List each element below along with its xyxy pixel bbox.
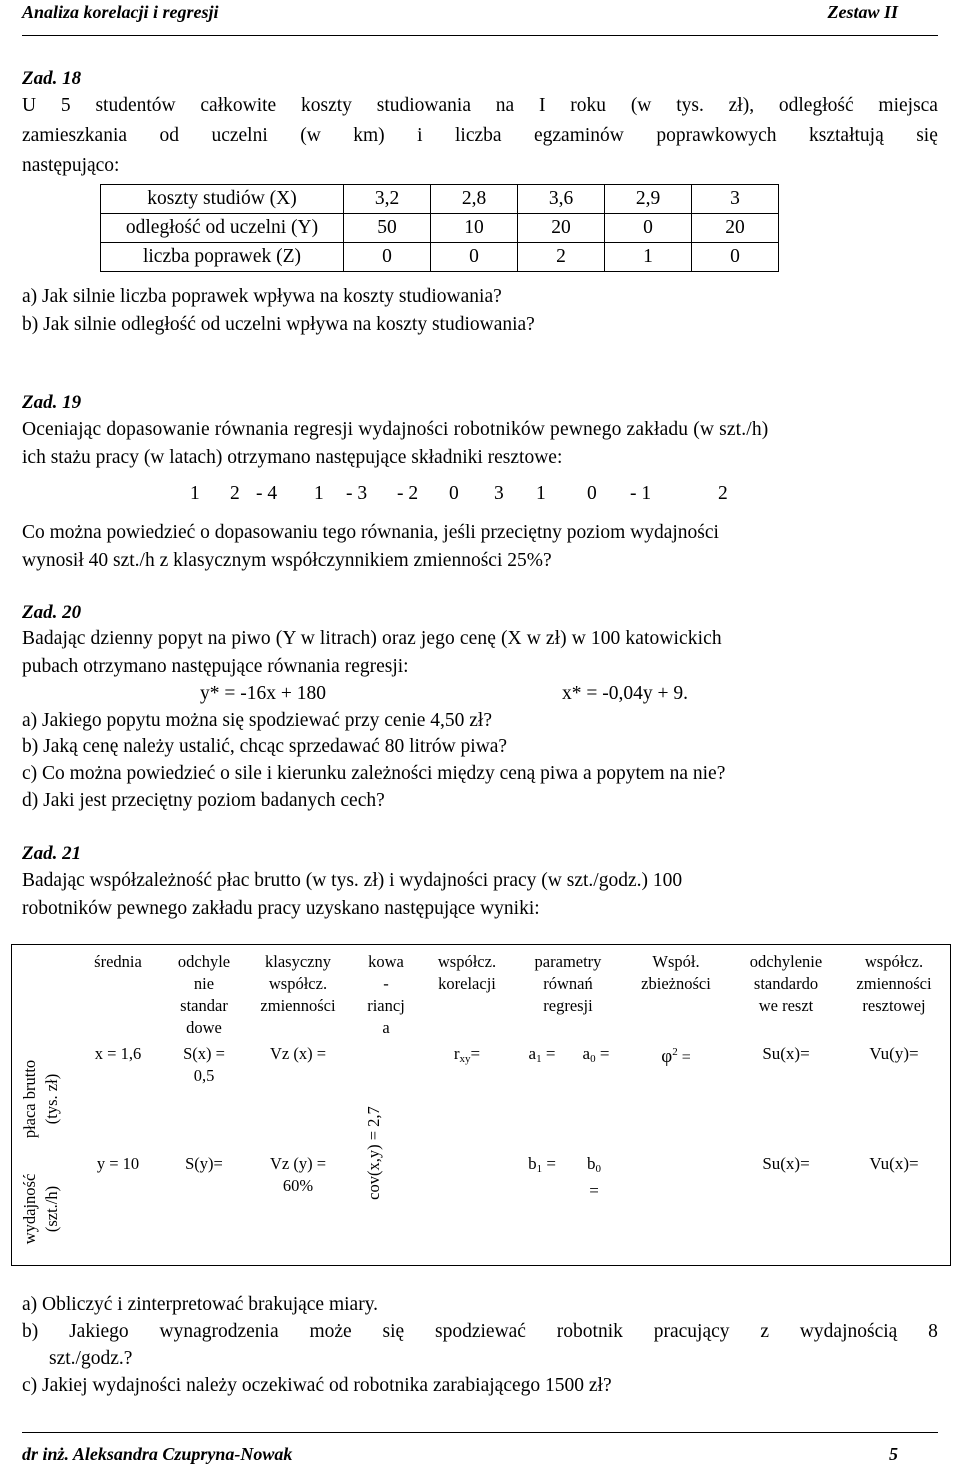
- zad18-line3: następująco:: [22, 155, 120, 176]
- zad20-question-b: b) Jaką cenę należy ustalić, chcąc sprzedawać 80 litrów piwa?: [22, 736, 508, 757]
- zad20-title: Zad. 20: [22, 602, 82, 623]
- row1-klasyczny: Vz (x) =: [269, 1044, 327, 1063]
- zad21-word: się: [382, 1321, 405, 1342]
- hdr-parametry: parametry równań regresji: [534, 952, 602, 1015]
- zad21-question-a: a) Obliczyć i zinterpretować brakujące miary.: [22, 1294, 379, 1315]
- row2-su: Su(x)=: [762, 1154, 810, 1173]
- residual-value: 1: [314, 483, 324, 504]
- zad18-word: (w: [630, 95, 652, 116]
- row2-odchylenie: S(y)=: [185, 1154, 223, 1173]
- zad18-word: poprawkowych: [656, 125, 777, 146]
- residual-value: - 4: [256, 483, 278, 504]
- zad20-line1: Badając dzienny popyt na piwo (Y w litrach) oraz jego cenę (X w zł) w 100 katowickich: [22, 628, 722, 649]
- zad18-cell: 0: [605, 214, 692, 243]
- hdr-klasyczny: klasyczny współcz. zmienności: [260, 952, 336, 1015]
- zad21-question-b-cont: szt./godz.?: [49, 1348, 133, 1369]
- zad19-line2: ich stażu pracy (w latach) otrzymano następujące składniki resztowe:: [22, 447, 563, 468]
- zad18-cell: 50: [344, 214, 431, 243]
- zad18-line1: [22, 94, 938, 118]
- header-set: Zestaw II: [827, 2, 898, 22]
- residual-value: 1: [536, 483, 546, 504]
- zad18-word: całkowite: [200, 95, 277, 116]
- zad18-table: [100, 184, 779, 272]
- row-label-placa: płaca brutto (tys. zł): [20, 1059, 61, 1139]
- header-rule: [22, 35, 938, 36]
- zad18-word: I: [538, 95, 546, 116]
- zad18-word: tys.: [676, 95, 704, 116]
- zad18-question-a: a) Jak silnie liczba poprawek wpływa na koszty studiowania?: [22, 286, 502, 307]
- zad18-word: 5: [60, 95, 71, 116]
- zad20-question-d: d) Jaki jest przeciętny poziom badanych cech?: [22, 790, 385, 811]
- zad18-cell: 3,2: [344, 185, 431, 214]
- zad18-cell: 1: [605, 243, 692, 272]
- row2-b0: $b_0$ =: [587, 1154, 601, 1200]
- zad21-word: 8: [928, 1321, 938, 1342]
- zad18-word: od: [159, 125, 179, 146]
- footer-author: dr inż. Aleksandra Czupryna-Nowak: [22, 1444, 293, 1464]
- header-title: Analiza korelacji i regresji: [22, 2, 219, 22]
- row2-srednia: y = 10: [96, 1154, 140, 1173]
- zad18-word: studentów: [95, 95, 176, 116]
- zad18-title: Zad. 18: [22, 68, 82, 89]
- zad18-cell: 20: [518, 214, 605, 243]
- row1-a1: $a_1$ =: [528, 1044, 556, 1065]
- zad18-row-label: odległość od uczelni (Y): [101, 214, 344, 243]
- zad21-question-c: c) Jakiej wydajności należy oczekiwać od robotnika zarabiającego 1500 zł?: [22, 1375, 612, 1396]
- zad18-word: kształtują: [809, 125, 884, 146]
- zad21-table: [11, 944, 951, 1266]
- zad20-eq-y: y* = -16x + 180: [200, 683, 326, 704]
- zad18-word: koszty: [301, 95, 352, 116]
- zad19-title: Zad. 19: [22, 392, 82, 413]
- zad18-line2: [22, 124, 938, 148]
- zad18-cell: 2,8: [431, 185, 518, 214]
- zad18-table-row: [101, 185, 779, 214]
- zad21-title: Zad. 21: [22, 843, 82, 864]
- zad18-word: odległość: [778, 95, 854, 116]
- zad18-cell: 2,9: [605, 185, 692, 214]
- hdr-odchylenie: odchyle nie standar dowe: [177, 952, 231, 1037]
- residual-value: 0: [587, 483, 597, 504]
- zad18-word: U: [22, 95, 37, 116]
- zad21-line2: robotników pewnego zakładu pracy uzyskano następujące wyniki:: [22, 898, 540, 919]
- zad18-row-label: koszty studiów (X): [101, 185, 344, 214]
- zad18-cell: 10: [431, 214, 518, 243]
- zad21-line1: Badając współzależność płac brutto (w tys. zł) i wydajności pracy (w szt./godz.) 100: [22, 870, 683, 891]
- zad18-word: liczba: [454, 125, 502, 146]
- zad18-table-row: [101, 243, 779, 272]
- row2-b1: $b_1$ =: [528, 1154, 556, 1175]
- zad21-word: Jakiego: [69, 1321, 129, 1342]
- row1-srednia: x = 1,6: [94, 1044, 142, 1063]
- row1-odchylenie: S(x) = 0,5: [183, 1044, 225, 1085]
- zad18-table-row: [101, 214, 779, 243]
- zad18-row-label: liczba poprawek (Z): [101, 243, 344, 272]
- zad18-word: studiowania: [376, 95, 471, 116]
- zad18-cell: 0: [344, 243, 431, 272]
- zad21-word: pracujący: [653, 1321, 730, 1342]
- row1-korelacja: $r_{xy}=$: [453, 1044, 481, 1065]
- zad18-cell: 3: [692, 185, 779, 214]
- zad18-cell: 20: [692, 214, 779, 243]
- zad18-cell: 0: [431, 243, 518, 272]
- zad19-line3: Co można powiedzieć o dopasowaniu tego równania, jeśli przeciętny poziom wydajności: [22, 522, 719, 543]
- hdr-zmiennosci-resztowej: współcz. zmienności resztowej: [856, 952, 932, 1015]
- zad18-word: zamieszkania: [22, 125, 128, 146]
- zad19-line1: Oceniając dopasowanie równania regresji wydajności robotników pewnego zakładu (w szt./h): [22, 419, 769, 440]
- zad21-word: b): [22, 1321, 39, 1342]
- zad21-question-b: [22, 1320, 938, 1344]
- row1-a0: $a_0$ =: [582, 1044, 610, 1065]
- zad18-word: i: [417, 125, 423, 146]
- row2-vu: Vu(x)=: [869, 1154, 919, 1173]
- residual-value: 2: [230, 483, 240, 504]
- zad18-cell: 3,6: [518, 185, 605, 214]
- row1-vu: Vu(y)=: [869, 1044, 919, 1063]
- row-label-wydajnosc: wydajność (szt./h): [20, 1173, 61, 1245]
- residual-value: - 1: [630, 483, 652, 504]
- zad18-word: roku: [570, 95, 607, 116]
- zad20-line2: pubach otrzymano następujące równania regresji:: [22, 656, 409, 677]
- zad20-question-c: c) Co można powiedzieć o sile i kierunku zależności między ceną piwa a popytem na nie?: [22, 763, 726, 784]
- zad21-word: robotnik: [556, 1321, 623, 1342]
- residual-value: 1: [190, 483, 200, 504]
- zad18-word: km): [353, 125, 385, 146]
- zad18-word: uczelni: [211, 125, 268, 146]
- residual-value: 0: [449, 483, 459, 504]
- hdr-odchylenie-reszt: odchylenie standardo we reszt: [749, 952, 823, 1015]
- phi-symbol: φ: [661, 1046, 673, 1067]
- hdr-srednia: średnia: [94, 952, 142, 971]
- zad21-word: spodziewać: [435, 1321, 526, 1342]
- zad21-word: może: [309, 1321, 352, 1342]
- zad21-word: z: [760, 1321, 769, 1342]
- zad18-cell: 2: [518, 243, 605, 272]
- hdr-kowariancja: kowa - riancj a: [367, 952, 405, 1037]
- zad18-word: na: [495, 95, 515, 116]
- residual-value: 2: [718, 483, 728, 504]
- zad18-word: (w: [300, 125, 321, 146]
- zad21-word: wydajnością: [799, 1321, 898, 1342]
- hdr-korelacji: współcz. korelacji: [437, 952, 497, 993]
- row1-su: Su(x)=: [762, 1044, 810, 1063]
- kowariancja-value: cov(x,y) = 2,7: [364, 1106, 383, 1200]
- row1-zbieznosc: $\varphi^2$ =: [661, 1046, 691, 1067]
- footer-rule: [22, 1432, 938, 1433]
- zad21-word: wynagrodzenia: [159, 1321, 279, 1342]
- zad18-word: się: [916, 125, 938, 146]
- residual-value: 3: [494, 483, 504, 504]
- zad18-word: zł),: [728, 95, 755, 116]
- footer-page-number: 5: [889, 1444, 898, 1464]
- residual-value: - 2: [397, 483, 419, 504]
- hdr-zbieznosci: Współ. zbieżności: [641, 952, 711, 993]
- zad18-question-b: b) Jak silnie odległość od uczelni wpływa na koszty studiowania?: [22, 314, 535, 335]
- zad19-line4: wynosił 40 szt./h z klasycznym współczynnikiem zmienności 25%?: [22, 550, 552, 571]
- zad20-question-a: a) Jakiego popytu można się spodziewać przy cenie 4,50 zł?: [22, 710, 492, 731]
- residual-value: - 3: [346, 483, 368, 504]
- zad18-word: miejsca: [878, 95, 938, 116]
- zad20-eq-x: x* = -0,04y + 9.: [562, 683, 688, 704]
- row2-klasyczny: Vz (y) = 60%: [269, 1154, 327, 1195]
- zad18-word: egzaminów: [534, 125, 624, 146]
- zad18-cell: 0: [692, 243, 779, 272]
